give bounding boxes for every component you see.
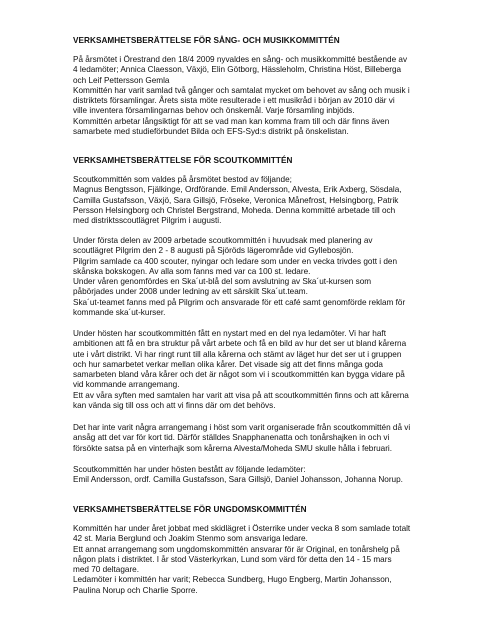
paragraph-scout-5 [73, 465, 435, 486]
text-line: samarbete med studieförbundet Bilda och EFS-Syd:s distrikt på önskelistan. [73, 127, 349, 137]
text-line: vid kommande arrangemang. [73, 380, 180, 390]
section-heading-scout: VERKSAMHETSBERÄTTELSE FÖR SCOUTKOMMITTÉN [73, 156, 293, 165]
text-line: någon plats i distriktet. I år stod Västerkyrkan, Lund som värd för detta den 14 - 15 mars [73, 554, 392, 564]
text-line: och Leif Pettersson Gemla [73, 75, 170, 85]
text-line: Scoutkommittén som valdes på årsmötet bestod av följande; [73, 175, 292, 184]
text-line: ville inventera församlingarnas behov och önskemål. Varje församling inbjöds. [73, 106, 355, 116]
section-heading-ungdom: VERKSAMHETSBERÄTTELSE FÖR UNGDOMSKOMMITTÉN [73, 505, 307, 514]
text-line: påbörjades under 2008 under ledning av ett särskilt Ska´ut.team. [73, 287, 308, 297]
text-line: ansåg att det var för kort tid. Därför ställdes Snapphanenatta och tonårshajken in och vi [73, 433, 390, 443]
text-line: scoutlägret Pilgrim den 2 - 8 augusti på Sjöröds lägerområde vid Gyllebosjön. [73, 246, 354, 256]
text-line: Under hösten har scoutkommittén fått en nystart med en del nya ledamöter. Vi har haft [73, 329, 386, 338]
text-line: Camilla Gustafsson, Växjö, Sara Gillsjö, Fröseke, Veronica Månefrost, Helsingborg, Patrik [73, 195, 399, 205]
text-line: Persson Helsingborg och Christel Bergstrand, Moheda. Denna kommitté arbetade till och [73, 205, 396, 215]
paragraph-ungdom-1 [73, 524, 435, 596]
section-heading-sang-musik: VERKSAMHETSBERÄTTELSE FÖR SÅNG- OCH MUSIKKOMMITTÉN [73, 36, 340, 45]
text-line: med 70 deltagare. [73, 565, 139, 575]
text-line: ambitionen att få en bra struktur på vårt arbete och få en bild av hur det ser ut bland kårerna [73, 339, 407, 349]
text-line: Kommittén arbetar långsiktigt för att se vad man kan komma fram till och där finns även [73, 116, 390, 126]
text-line: med distriktsscoutlägret Pilgrim i augusti. [73, 216, 222, 226]
text-line: Scoutkommittén har under hösten bestått av följande ledamöter: [73, 465, 306, 474]
paragraph-scout-1 [73, 175, 435, 226]
text-line: 4 ledamöter; Annica Claesson, Växjö, Elin Götborg, Hässleholm, Christina Höst, Billeberga [73, 65, 402, 75]
text-line: Under första delen av 2009 arbetade scoutkommittén i huvudsak med planering av [73, 236, 373, 245]
text-line: skånska bokskogen. Av alla som fanns med var ca 100 st. ledare. [73, 266, 311, 276]
text-line: På årsmötet i Örestrand den 18/4 2009 nyvaldes en sång- och musikkommitté bestående av [73, 55, 408, 64]
text-line: försökte satsa på en vinterhajk som kårerna Alvesta/Moheda SMU skulle hålla i februari. [73, 443, 393, 453]
paragraph-scout-4 [73, 423, 435, 454]
text-line: Ska´ut-teamet fanns med på Pilgrim och ansvarade för ett café samt genomförde reklam för [73, 297, 406, 307]
text-line: Paulina Norup och Charlie Sporre. [73, 585, 198, 595]
text-line: kan vända sig till oss och att vi finns där om det behövs. [73, 401, 276, 411]
text-line: Emil Andersson, ordf. Camilla Gustafsson, Sara Gillsjö, Daniel Johansson, Johanna Norup. [73, 475, 403, 485]
text-line: Kommittén har under året jobbat med skidlägret i Österrike under vecka 8 som samlade totalt [73, 524, 411, 533]
text-line: Det har inte varit några arrangemang i höst som varit organiserade från scoutkommittén då vi [73, 423, 411, 432]
text-line: Magnus Bengtsson, Fjälkinge, Ordförande. Emil Andersson, Alvesta, Erik Axberg, Sösdala, [73, 185, 402, 195]
text-line: Ett av våra syften med samtalen har varit att visa på att scoutkommittén finns och att kårerna [73, 390, 409, 400]
text-line: Ledamöter i kommittén har varit; Rebecca Sundberg, Hugo Engberg, Martin Johansson, [73, 575, 392, 585]
text-line: ute i vårt distrikt. Vi har ringt runt till alla kårerna och stämt av läget hur det ser ut i gruppen [73, 349, 402, 359]
text-line: och hur samarbetet verkar mellan olika kårer. Det visade sig att det finns många goda [73, 359, 383, 369]
paragraph-scout-3 [73, 329, 435, 411]
text-line: samarbeten bland våra kårer och det är något som vi i scoutkommittén kan bygga vidare på [73, 370, 405, 380]
paragraph-sang-musik-1 [73, 55, 435, 137]
text-line: Under våren genomfördes en Ska´ut-blå del som avslutning av Ska´ut-kursen som [73, 277, 372, 287]
paragraph-scout-2 [73, 236, 435, 318]
text-line: Kommittén har varit samlad två gånger och samtalat mycket om behovet av sång och musik i [73, 85, 410, 95]
text-line: 42 st. Maria Berglund och Joakim Stenmo som ansvariga ledare. [73, 534, 308, 544]
text-line: Pilgrim samlade ca 400 scouter, nyingar och ledare som under en vecka trivdes gott i den [73, 256, 398, 266]
text-line: Ett annat arrangemang som ungdomskommittén ansvarar för är Original, en tonårshelg på [73, 544, 400, 554]
text-line: distriktets församlingar. Årets sista möte resulterade i ett musikråd i början av 2010 där vi [73, 96, 395, 106]
text-line: kommande ska´ut-kurser. [73, 308, 166, 318]
